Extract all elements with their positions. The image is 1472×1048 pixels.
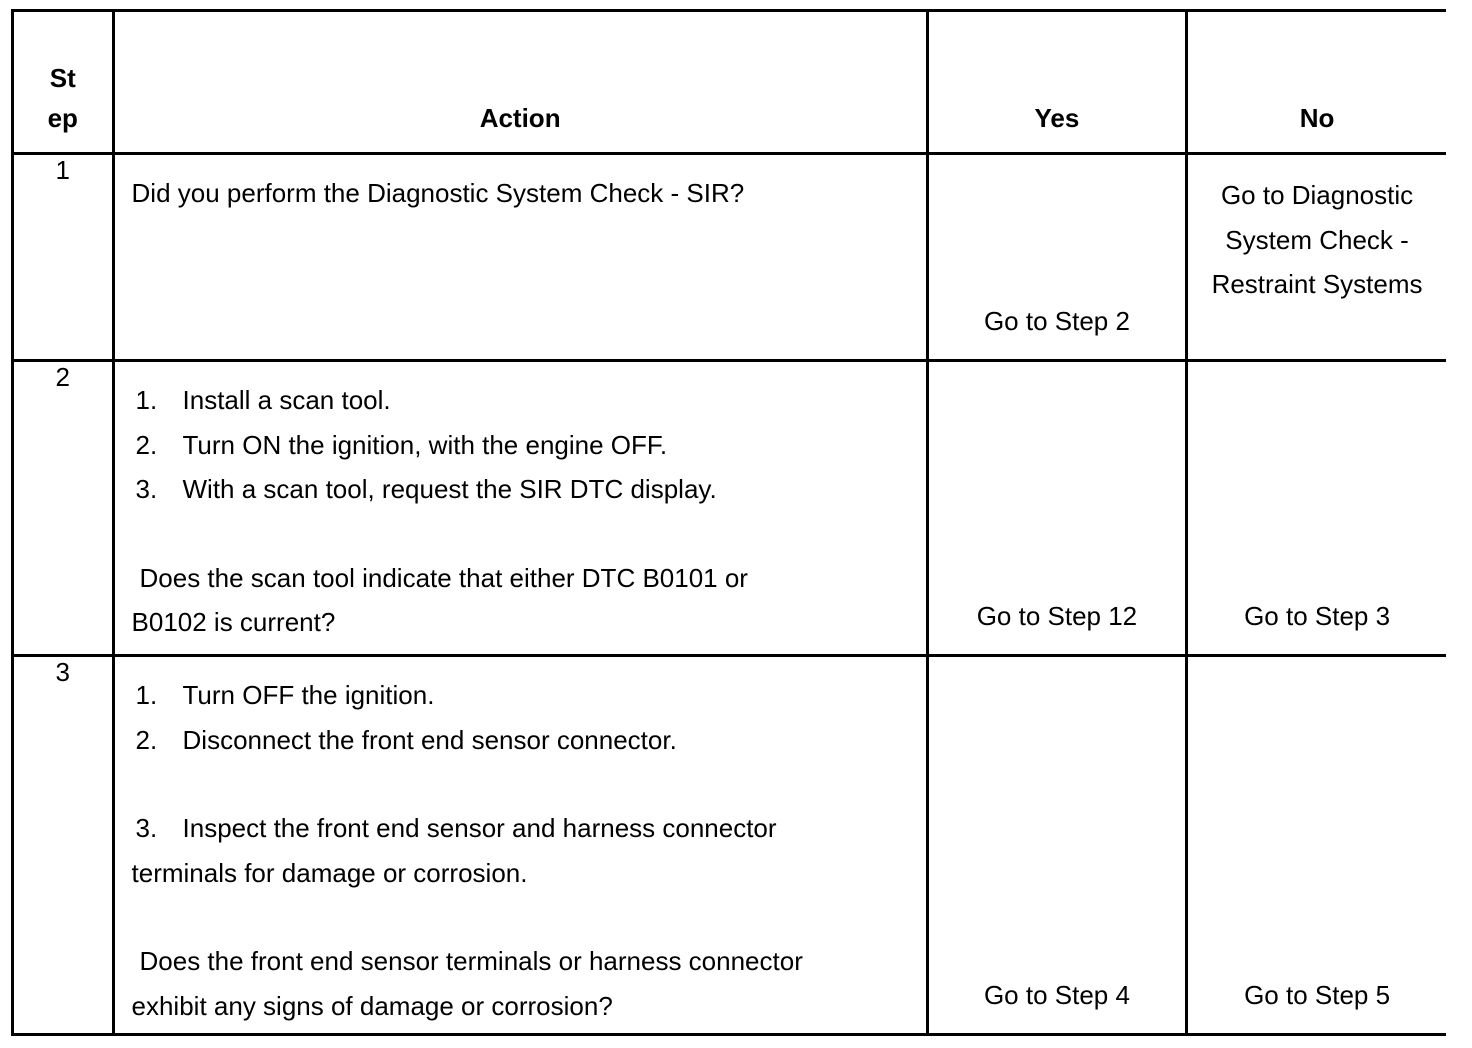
action-cell	[113, 656, 927, 1035]
header-row	[13, 11, 1447, 154]
no-result	[1187, 656, 1446, 1035]
step-number: 2	[13, 361, 114, 656]
action-item: 2. Turn ON the ignition, with the engine OFF.	[135, 429, 668, 460]
action-item: 2. Disconnect the front end sensor connector.	[135, 724, 677, 755]
yes-result	[927, 656, 1186, 1035]
action-cell	[113, 154, 927, 361]
no-header: No	[1187, 11, 1446, 154]
action-question: Does the front end sensor terminals or harness connector	[139, 946, 803, 976]
step-header: Step	[13, 11, 114, 154]
yes-result-text: Go to Step 12	[976, 600, 1138, 631]
action-question: Does the scan tool indicate that either DTC B0101 or	[139, 562, 748, 593]
action-question: B0102 is current?	[131, 607, 336, 637]
action-cell	[113, 361, 927, 656]
yes-result-text: Go to Step 2	[983, 305, 1130, 336]
table-row	[13, 361, 1447, 656]
action-header: Action	[113, 11, 927, 154]
no-result	[1187, 361, 1446, 656]
action-item: 1. Turn OFF the ignition.	[135, 680, 435, 710]
action-item: 1. Install a scan tool.	[135, 385, 391, 415]
table-row	[13, 656, 1447, 1035]
table-row	[13, 154, 1447, 361]
diagnostic-table	[11, 9, 1446, 1036]
yes-result	[927, 154, 1186, 361]
step-number: 1	[13, 154, 114, 361]
yes-result	[927, 361, 1186, 656]
action-question: exhibit any signs of damage or corrosion?	[131, 990, 613, 1021]
action-item: 3. With a scan tool, request the SIR DTC display.	[135, 474, 717, 504]
action-item: 3. Inspect the front end sensor and harness connector	[135, 813, 777, 843]
action-question: Did you perform the Diagnostic System Check - SIR?	[131, 178, 745, 208]
yes-header: Yes	[927, 11, 1186, 154]
action-item-continued: terminals for damage or corrosion.	[131, 857, 528, 888]
step-number: 3	[13, 656, 114, 1035]
no-result-text: Go to Step 3	[1244, 600, 1391, 631]
no-result-text: Go to Diagnostic System Check - Restraint Systems	[1211, 180, 1423, 299]
yes-result-text: Go to Step 4	[983, 979, 1130, 1010]
no-result-text: Go to Step 5	[1244, 979, 1391, 1010]
no-result	[1187, 154, 1446, 361]
